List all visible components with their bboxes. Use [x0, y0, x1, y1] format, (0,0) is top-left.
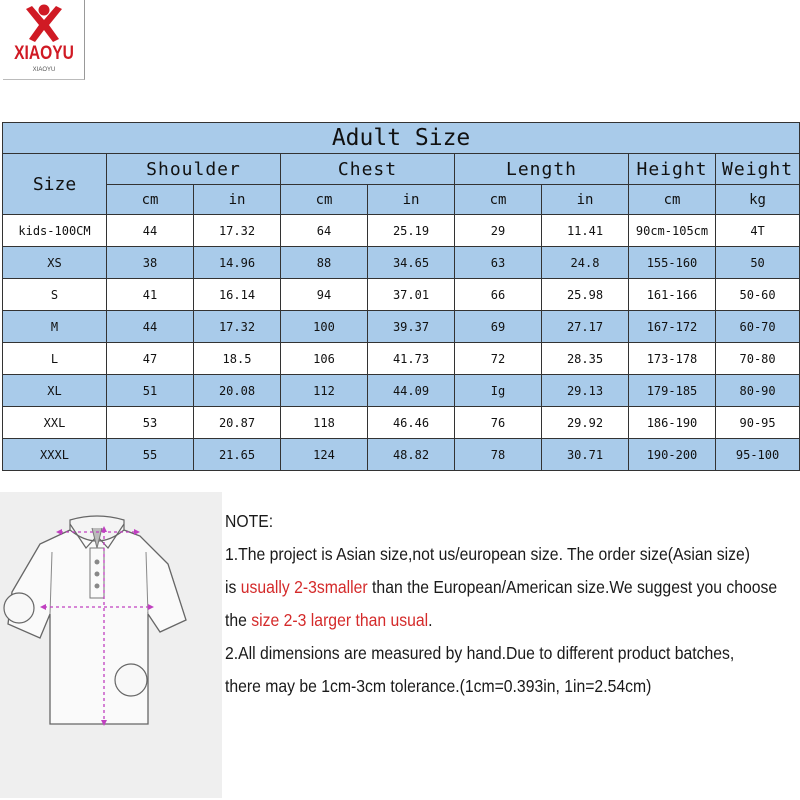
- shoulder-header: Shoulder: [107, 154, 281, 185]
- table-row: [3, 343, 800, 375]
- table-cell: 167-172: [629, 311, 716, 343]
- person-logo-icon: [22, 3, 66, 43]
- table-cell: 70-80: [716, 343, 800, 375]
- size-label-cell: XS: [3, 247, 107, 279]
- table-cell: 27.17: [542, 311, 629, 343]
- note-heading: NOTE:: [225, 511, 274, 531]
- table-cell: 118: [281, 407, 368, 439]
- unit-header: cm: [455, 185, 542, 215]
- table-cell: 29: [455, 215, 542, 247]
- table-cell: 46.46: [368, 407, 455, 439]
- table-row: [3, 247, 800, 279]
- note-text: the: [225, 610, 252, 630]
- unit-header: cm: [629, 185, 716, 215]
- table-row: [3, 375, 800, 407]
- table-cell: 20.08: [194, 375, 281, 407]
- table-cell: 50: [716, 247, 800, 279]
- table-cell: 63: [455, 247, 542, 279]
- note-line-2: [225, 571, 778, 604]
- table-cell: 60-70: [716, 311, 800, 343]
- polo-shirt-icon: [0, 492, 222, 798]
- table-row: [3, 407, 800, 439]
- table-cell: 66: [455, 279, 542, 311]
- table-row: [3, 279, 800, 311]
- table-cell: 90-95: [716, 407, 800, 439]
- table-cell: 11.41: [542, 215, 629, 247]
- table-cell: 100: [281, 311, 368, 343]
- table-cell: 17.32: [194, 311, 281, 343]
- chest-header: Chest: [281, 154, 455, 185]
- table-cell: 44: [107, 215, 194, 247]
- table-cell: 161-166: [629, 279, 716, 311]
- size-label-cell: kids-100CM: [3, 215, 107, 247]
- table-cell: 124: [281, 439, 368, 471]
- size-label-cell: L: [3, 343, 107, 375]
- note-line-5: there may be 1cm-3cm tolerance.(1cm=0.393in, 1in=2.54cm): [225, 676, 652, 696]
- table-title: Adult Size: [3, 123, 800, 154]
- table-cell: 25.19: [368, 215, 455, 247]
- unit-header: cm: [281, 185, 368, 215]
- table-cell: 4T: [716, 215, 800, 247]
- note-line-3: [225, 604, 743, 637]
- table-cell: 37.01: [368, 279, 455, 311]
- size-chart-table: [2, 122, 800, 471]
- table-cell: 44.09: [368, 375, 455, 407]
- table-cell: 50-60: [716, 279, 800, 311]
- table-cell: 44: [107, 311, 194, 343]
- table-cell: 28.35: [542, 343, 629, 375]
- size-label-cell: XXL: [3, 407, 107, 439]
- table-cell: 39.37: [368, 311, 455, 343]
- unit-header: in: [368, 185, 455, 215]
- table-cell: 72: [455, 343, 542, 375]
- table-cell: 24.8: [542, 247, 629, 279]
- table-cell: 18.5: [194, 343, 281, 375]
- table-cell: 16.14: [194, 279, 281, 311]
- size-label-cell: M: [3, 311, 107, 343]
- table-cell: 20.87: [194, 407, 281, 439]
- note-line-4: 2.All dimensions are measured by hand.Due to different product batches,: [225, 643, 735, 663]
- unit-header: kg: [716, 185, 800, 215]
- table-cell: 64: [281, 215, 368, 247]
- table-cell: 48.82: [368, 439, 455, 471]
- table-cell: 69: [455, 311, 542, 343]
- table-cell: 47: [107, 343, 194, 375]
- table-cell: 112: [281, 375, 368, 407]
- table-cell: 179-185: [629, 375, 716, 407]
- size-notes: [225, 505, 778, 703]
- table-cell: 55: [107, 439, 194, 471]
- table-cell: 25.98: [542, 279, 629, 311]
- brand-logo: [3, 0, 85, 80]
- table-cell: 53: [107, 407, 194, 439]
- table-cell: 21.65: [194, 439, 281, 471]
- note-text: .: [428, 610, 433, 630]
- table-cell: 17.32: [194, 215, 281, 247]
- table-cell: 34.65: [368, 247, 455, 279]
- table-cell: 41: [107, 279, 194, 311]
- table-cell: 80-90: [716, 375, 800, 407]
- table-row: [3, 215, 800, 247]
- weight-header: Weight: [716, 154, 800, 185]
- table-cell: 106: [281, 343, 368, 375]
- table-row: [3, 311, 800, 343]
- unit-header: in: [542, 185, 629, 215]
- brand-subtitle: XIAOYU: [32, 67, 56, 73]
- table-cell: 186-190: [629, 407, 716, 439]
- table-cell: 76: [455, 407, 542, 439]
- table-cell: 155-160: [629, 247, 716, 279]
- table-cell: 173-178: [629, 343, 716, 375]
- size-column-header: Size: [3, 154, 107, 215]
- table-cell: 51: [107, 375, 194, 407]
- table-cell: 14.96: [194, 247, 281, 279]
- table-cell: 95-100: [716, 439, 800, 471]
- unit-header: cm: [107, 185, 194, 215]
- table-cell: 29.92: [542, 407, 629, 439]
- table-cell: 41.73: [368, 343, 455, 375]
- length-header: Length: [455, 154, 629, 185]
- height-header: Height: [629, 154, 716, 185]
- shirt-measurement-diagram: [0, 492, 222, 798]
- size-label-cell: S: [3, 279, 107, 311]
- note-text: than the European/American size.We suggest you choose: [367, 577, 778, 597]
- table-cell: 30.71: [542, 439, 629, 471]
- note-highlight: size 2-3 larger than usual: [251, 610, 429, 630]
- table-cell: Ig: [455, 375, 542, 407]
- table-cell: 90cm-105cm: [629, 215, 716, 247]
- size-label-cell: XXXL: [3, 439, 107, 471]
- table-cell: 38: [107, 247, 194, 279]
- note-highlight: usually 2-3smaller: [240, 577, 368, 597]
- brand-name: XIAOYU: [14, 43, 74, 64]
- note-line-1: 1.The project is Asian size,not us/european size. The order size(Asian size): [225, 544, 750, 564]
- table-row: [3, 439, 800, 471]
- note-text: is: [225, 577, 241, 597]
- size-label-cell: XL: [3, 375, 107, 407]
- size-rows: [3, 215, 800, 471]
- table-cell: 94: [281, 279, 368, 311]
- table-cell: 88: [281, 247, 368, 279]
- table-cell: 190-200: [629, 439, 716, 471]
- unit-header: in: [194, 185, 281, 215]
- table-cell: 29.13: [542, 375, 629, 407]
- table-cell: 78: [455, 439, 542, 471]
